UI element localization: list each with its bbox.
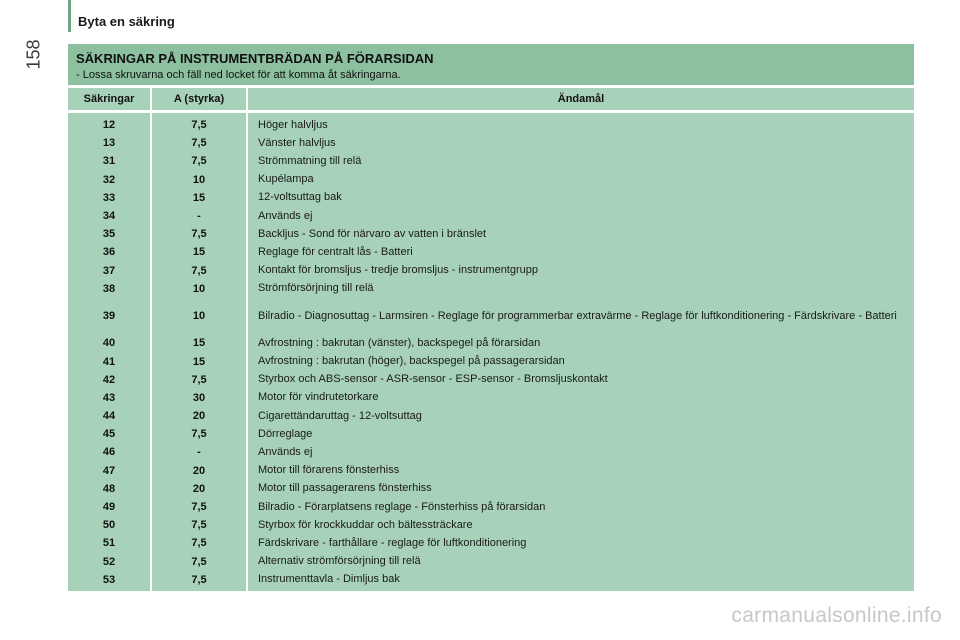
- amp-value: 30: [192, 391, 206, 404]
- purpose-value: Bilradio - Diagnosuttag - Larmsiren - Reglage för programmerbar extravärme - Reglage för luftkonditionering - Färdskrivare - Batteri: [258, 309, 897, 322]
- section-title: SÄKRINGAR PÅ INSTRUMENTBRÄDAN PÅ FÖRARSIDAN: [76, 51, 434, 66]
- table-cell-purpose: [248, 571, 914, 589]
- table-cell-purpose: [248, 407, 914, 425]
- table-cell-amp: [152, 116, 246, 134]
- purpose-value: Används ej: [258, 445, 313, 458]
- amp-value: 15: [192, 337, 206, 350]
- table-cell-fuse: [68, 298, 150, 334]
- amp-value: 10: [192, 310, 206, 323]
- fuse-value: 43: [102, 391, 116, 404]
- table-cell-fuse: [68, 553, 150, 571]
- table-cell-purpose: [248, 152, 914, 170]
- table-cell-amp: [152, 134, 246, 152]
- fuse-value: 34: [102, 210, 116, 223]
- table-cell-purpose: [248, 553, 914, 571]
- fuse-value: 42: [102, 373, 116, 386]
- fuse-value: 52: [102, 555, 116, 568]
- section-accent-bar: [68, 0, 71, 32]
- watermark-text: carmanualsonline.info: [731, 604, 942, 627]
- fuse-value: 37: [102, 264, 116, 277]
- purpose-column: [248, 113, 914, 591]
- table-cell-purpose: [248, 116, 914, 134]
- fuse-value: 35: [102, 228, 116, 241]
- table-cell-amp: [152, 334, 246, 352]
- table-cell-purpose: [248, 480, 914, 498]
- table-cell-amp: [152, 571, 246, 589]
- fuse-value: 39: [102, 310, 116, 323]
- purpose-value: 12-voltsuttag bak: [258, 191, 342, 204]
- amp-value: 7,5: [191, 555, 207, 568]
- table-cell-amp: [152, 462, 246, 480]
- section-instruction: - Lossa skruvarna och fäll ned locket för att komma åt säkringarna.: [76, 69, 401, 81]
- table-cell-purpose: [248, 352, 914, 370]
- column-header-purpose: Ändamål: [248, 88, 914, 110]
- table-cell-purpose: [248, 334, 914, 352]
- table-cell-amp: [152, 152, 246, 170]
- amp-value: 7,5: [191, 428, 207, 441]
- purpose-value: Vänster halvljus: [258, 136, 336, 149]
- table-cell-amp: [152, 371, 246, 389]
- fuse-value: 41: [102, 355, 116, 368]
- table-cell-amp: [152, 207, 246, 225]
- table-cell-amp: [152, 352, 246, 370]
- fuse-value: 47: [102, 464, 116, 477]
- amp-value: 7,5: [191, 264, 207, 277]
- amp-value: 15: [192, 355, 206, 368]
- amp-value: 20: [192, 464, 206, 477]
- table-cell-fuse: [68, 534, 150, 552]
- amp-value: 10: [192, 282, 206, 295]
- table-cell-amp: [152, 171, 246, 189]
- section-header: [68, 44, 914, 85]
- table-cell-amp: [152, 553, 246, 571]
- amp-value: 7,5: [191, 228, 207, 241]
- fuse-value: 50: [102, 519, 116, 532]
- table-cell-amp: [152, 480, 246, 498]
- table-cell-fuse: [68, 389, 150, 407]
- table-cell-purpose: [248, 225, 914, 243]
- table-cell-amp: [152, 516, 246, 534]
- table-cell-fuse: [68, 352, 150, 370]
- amp-value: 7,5: [191, 137, 207, 150]
- table-cell-fuse: [68, 571, 150, 589]
- table-cell-purpose: [248, 280, 914, 298]
- fuse-value: 12: [102, 119, 116, 132]
- amp-value: 7,5: [191, 501, 207, 514]
- table-cell-fuse: [68, 443, 150, 461]
- table-header-row: [68, 88, 914, 110]
- fuse-value: 45: [102, 428, 116, 441]
- purpose-value: Reglage för centralt lås - Batteri: [258, 245, 413, 258]
- fuse-value: 49: [102, 501, 116, 514]
- table-cell-fuse: [68, 462, 150, 480]
- fuse-value: 38: [102, 282, 116, 295]
- table-cell-purpose: [248, 171, 914, 189]
- fuse-value: 32: [102, 173, 116, 186]
- table-cell-purpose: [248, 443, 914, 461]
- table-cell-amp: [152, 262, 246, 280]
- purpose-value: Höger halvljus: [258, 118, 328, 131]
- table-cell-fuse: [68, 116, 150, 134]
- column-header-amperage: A (styrka): [152, 88, 246, 110]
- table-cell-purpose: [248, 462, 914, 480]
- amp-value: 7,5: [191, 537, 207, 550]
- table-cell-purpose: [248, 134, 914, 152]
- purpose-value: Färdskrivare - farthållare - reglage för luftkonditionering: [258, 536, 527, 549]
- page-header-title: Byta en säkring: [78, 14, 175, 29]
- amp-value: 20: [192, 482, 206, 495]
- amp-value: 15: [192, 246, 206, 259]
- purpose-value: Motor till passagerarens fönsterhiss: [258, 482, 432, 495]
- amp-value: 15: [192, 191, 206, 204]
- table-cell-fuse: [68, 334, 150, 352]
- table-cell-fuse: [68, 243, 150, 261]
- purpose-value: Strömmatning till relä: [258, 154, 362, 167]
- purpose-value: Styrbox och ABS-sensor - ASR-sensor - ESP-sensor - Bromsljuskontakt: [258, 373, 608, 386]
- amp-value: 10: [192, 173, 206, 186]
- purpose-value: Motor till förarens fönsterhiss: [258, 464, 400, 477]
- table-cell-fuse: [68, 207, 150, 225]
- fuse-value: 51: [102, 537, 116, 550]
- table-cell-fuse: [68, 152, 150, 170]
- fuse-document: [68, 44, 914, 591]
- purpose-value: Avfrostning : bakrutan (höger), backspegel på passagerarsidan: [258, 355, 565, 368]
- purpose-value: Bilradio - Förarplatsens reglage - Fönsterhiss på förarsidan: [258, 500, 546, 513]
- amp-value: 7,5: [191, 155, 207, 168]
- table-cell-amp: [152, 280, 246, 298]
- table-cell-fuse: [68, 425, 150, 443]
- table-cell-purpose: [248, 516, 914, 534]
- table-cell-fuse: [68, 480, 150, 498]
- purpose-value: Dörreglage: [258, 427, 313, 440]
- purpose-value: Cigarettändaruttag - 12-voltsuttag: [258, 409, 422, 422]
- purpose-value: Styrbox för krockkuddar och bältessträckare: [258, 518, 473, 531]
- fuse-table-body: [68, 113, 914, 591]
- fuse-value: 31: [102, 155, 116, 168]
- table-cell-amp: [152, 225, 246, 243]
- fuse-value: 46: [102, 446, 116, 459]
- fuse-value: 13: [102, 137, 116, 150]
- purpose-value: Strömförsörjning till relä: [258, 282, 374, 295]
- amp-value: 7,5: [191, 573, 207, 586]
- amperage-column: [152, 113, 246, 591]
- amp-value: 7,5: [191, 373, 207, 386]
- fuse-number-column: [68, 113, 150, 591]
- purpose-value: Används ej: [258, 209, 313, 222]
- column-header-fuse: Säkringar: [68, 88, 150, 110]
- table-cell-purpose: [248, 534, 914, 552]
- fuse-value: 53: [102, 573, 116, 586]
- table-cell-fuse: [68, 280, 150, 298]
- amp-value: 7,5: [191, 519, 207, 532]
- table-cell-fuse: [68, 189, 150, 207]
- table-cell-fuse: [68, 498, 150, 516]
- table-cell-fuse: [68, 171, 150, 189]
- table-cell-fuse: [68, 371, 150, 389]
- purpose-value: Instrumenttavla - Dimljus bak: [258, 573, 400, 586]
- table-cell-purpose: [248, 371, 914, 389]
- amp-value: 7,5: [191, 119, 207, 132]
- fuse-value: 33: [102, 191, 116, 204]
- fuse-value: 36: [102, 246, 116, 259]
- page-number: 158: [23, 39, 44, 70]
- table-cell-purpose: [248, 498, 914, 516]
- purpose-value: Motor för vindrutetorkare: [258, 391, 379, 404]
- table-cell-fuse: [68, 134, 150, 152]
- amp-value: 20: [192, 410, 206, 423]
- table-cell-fuse: [68, 407, 150, 425]
- table-cell-amp: [152, 443, 246, 461]
- table-cell-amp: [152, 189, 246, 207]
- table-cell-amp: [152, 389, 246, 407]
- amp-value: -: [197, 210, 201, 223]
- table-cell-fuse: [68, 262, 150, 280]
- fuse-value: 44: [102, 410, 116, 423]
- table-cell-amp: [152, 407, 246, 425]
- table-cell-purpose: [248, 207, 914, 225]
- amp-value: -: [197, 446, 201, 459]
- table-cell-fuse: [68, 225, 150, 243]
- table-cell-purpose: [248, 243, 914, 261]
- table-cell-purpose: [248, 389, 914, 407]
- table-cell-amp: [152, 298, 246, 334]
- purpose-value: Backljus - Sond för närvaro av vatten i bränslet: [258, 227, 487, 240]
- table-cell-amp: [152, 243, 246, 261]
- table-cell-purpose: [248, 189, 914, 207]
- table-cell-fuse: [68, 516, 150, 534]
- fuse-value: 48: [102, 482, 116, 495]
- table-cell-purpose: [248, 425, 914, 443]
- purpose-value: Alternativ strömförsörjning till relä: [258, 555, 421, 568]
- table-cell-amp: [152, 498, 246, 516]
- table-cell-amp: [152, 534, 246, 552]
- purpose-value: Kontakt för bromsljus - tredje bromsljus - instrumentgrupp: [258, 264, 538, 277]
- fuse-value: 40: [102, 337, 116, 350]
- table-cell-purpose: [248, 262, 914, 280]
- purpose-value: Avfrostning : bakrutan (vänster), backspegel på förarsidan: [258, 336, 541, 349]
- table-cell-amp: [152, 425, 246, 443]
- table-cell-purpose: [248, 298, 914, 334]
- purpose-value: Kupélampa: [258, 173, 314, 186]
